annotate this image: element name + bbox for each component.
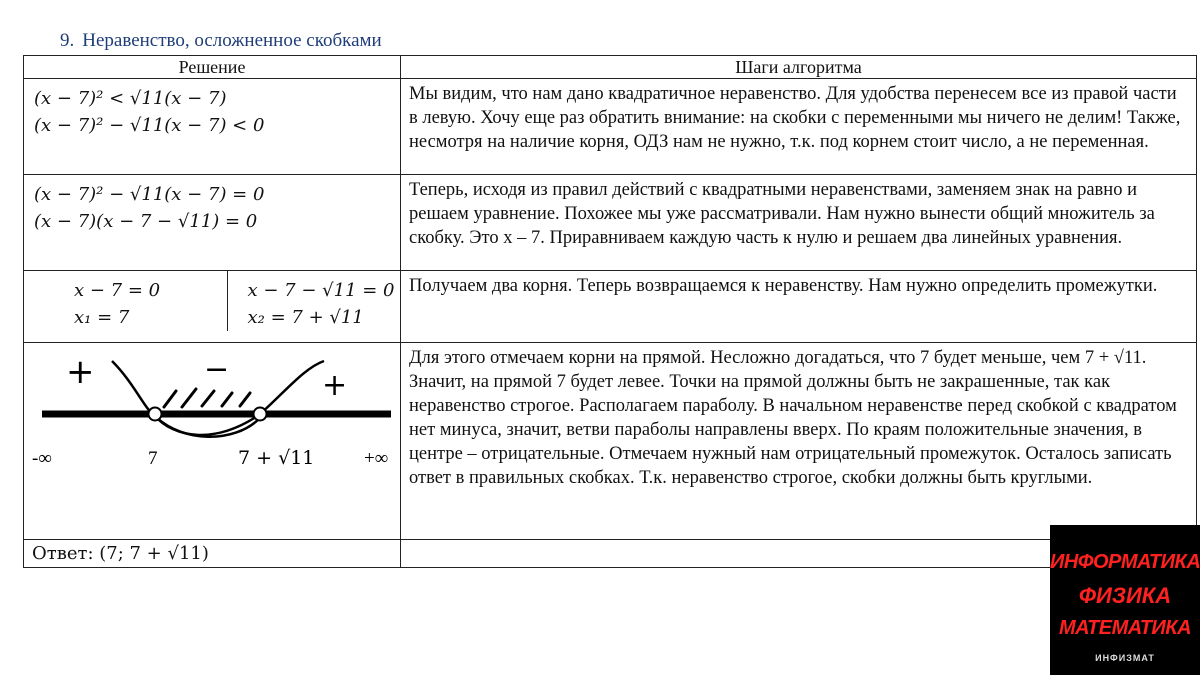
step-text: Мы видим, что нам дано квадратичное неравенство. Для удобства перенесем все из правой части в левую. Хочу еще раз обратить внимание: на скобки с переменными мы ничего не делим! Также, несмотря на наличие корня, ОДЗ нам не нужно, т.к. под корнем стоит число, а не переменная. xyxy=(401,79,1197,175)
sign-mid: − xyxy=(204,352,230,387)
table-row xyxy=(24,79,1197,175)
column-header-solution: Решение xyxy=(24,56,401,79)
logo-line-informatika: ИНФОРМАТИКА xyxy=(1050,551,1200,573)
step-text: Получаем два корня. Теперь возвращаемся к неравенству. Нам нужно определить промежутки. xyxy=(401,271,1197,343)
sign-right: + xyxy=(322,368,348,403)
root2-block xyxy=(228,271,401,331)
equation: x₁ = 7 xyxy=(74,307,130,328)
diagram-cell xyxy=(24,343,401,540)
root-point-7-plus-sqrt11 xyxy=(254,408,267,421)
label-neg-inf: -∞ xyxy=(32,448,52,469)
answer-cell: Ответ: (7; 7 + √11) xyxy=(24,540,401,568)
table-row xyxy=(24,343,1197,540)
equation: x − 7 = 0 xyxy=(74,280,161,301)
equation: (x − 7)² − √11(x − 7) = 0 xyxy=(34,184,265,205)
equation: (x − 7)(x − 7 − √11) = 0 xyxy=(34,211,258,232)
root1-block xyxy=(24,271,228,331)
step-text: Для этого отмечаем корни на прямой. Несложно догадаться, что 7 будет меньше, чем 7 + √11. Значит, на прямой 7 будет левее. Точки на прямой должны быть не закрашенные, так как неравенство строгое. Располагаем параболу. В начальном неравенстве перед скобкой с квадратом нет минуса, значит, ветви параболы направлены вверх. По краям положительные значения, в центре – отрицательные. Отмечаем нужный нам отрицательный промежуток. Осталось записать ответ в правильных скобках. Т.к. неравенство строгое, скобки должны быть круглыми. xyxy=(401,343,1197,540)
logo-line-fizika: ФИЗИКА xyxy=(1078,583,1172,608)
number-line-diagram xyxy=(24,343,400,538)
parabola-sketch xyxy=(24,343,401,538)
label-root2: 7 + √11 xyxy=(238,447,315,469)
solution-table xyxy=(23,55,1197,568)
logo-line-matematika: МАТЕМАТИКА xyxy=(1058,617,1192,639)
equation: (x − 7)² − √11(x − 7) < 0 xyxy=(34,115,265,136)
label-root1: 7 xyxy=(148,448,158,469)
equation: (x − 7)² < √11(x − 7) xyxy=(34,88,227,109)
sign-left: + xyxy=(66,352,95,392)
section-heading xyxy=(60,30,382,52)
infizmat-logo xyxy=(1050,525,1200,675)
root-point-7 xyxy=(149,408,162,421)
section-title: Неравенство, осложненное скобками xyxy=(82,30,382,51)
solution-cell xyxy=(24,175,401,271)
column-header-steps: Шаги алгоритма xyxy=(401,56,1197,79)
table-row xyxy=(24,175,1197,271)
solution-cell xyxy=(24,79,401,175)
header-row xyxy=(24,56,1197,79)
table-row xyxy=(24,271,1197,343)
label-pos-inf: +∞ xyxy=(364,448,389,469)
logo-footer: ИНФИЗМАТ xyxy=(1095,653,1155,663)
equation: x₂ = 7 + √11 xyxy=(247,307,364,328)
equation: x − 7 − √11 = 0 xyxy=(247,280,395,301)
hatching xyxy=(164,389,250,407)
step-text: Теперь, исходя из правил действий с квадратными неравенствами, заменяем знак на равно и решаем уравнение. Похожее мы уже рассматривали. Нам нужно вынести общий множитель за скобку. Это х – 7. Приравниваем каждую часть к нулю и решаем два линейных уравнения. xyxy=(401,175,1197,271)
section-number: 9. xyxy=(60,30,75,51)
table-row xyxy=(24,540,1197,568)
solution-cell xyxy=(24,271,401,343)
